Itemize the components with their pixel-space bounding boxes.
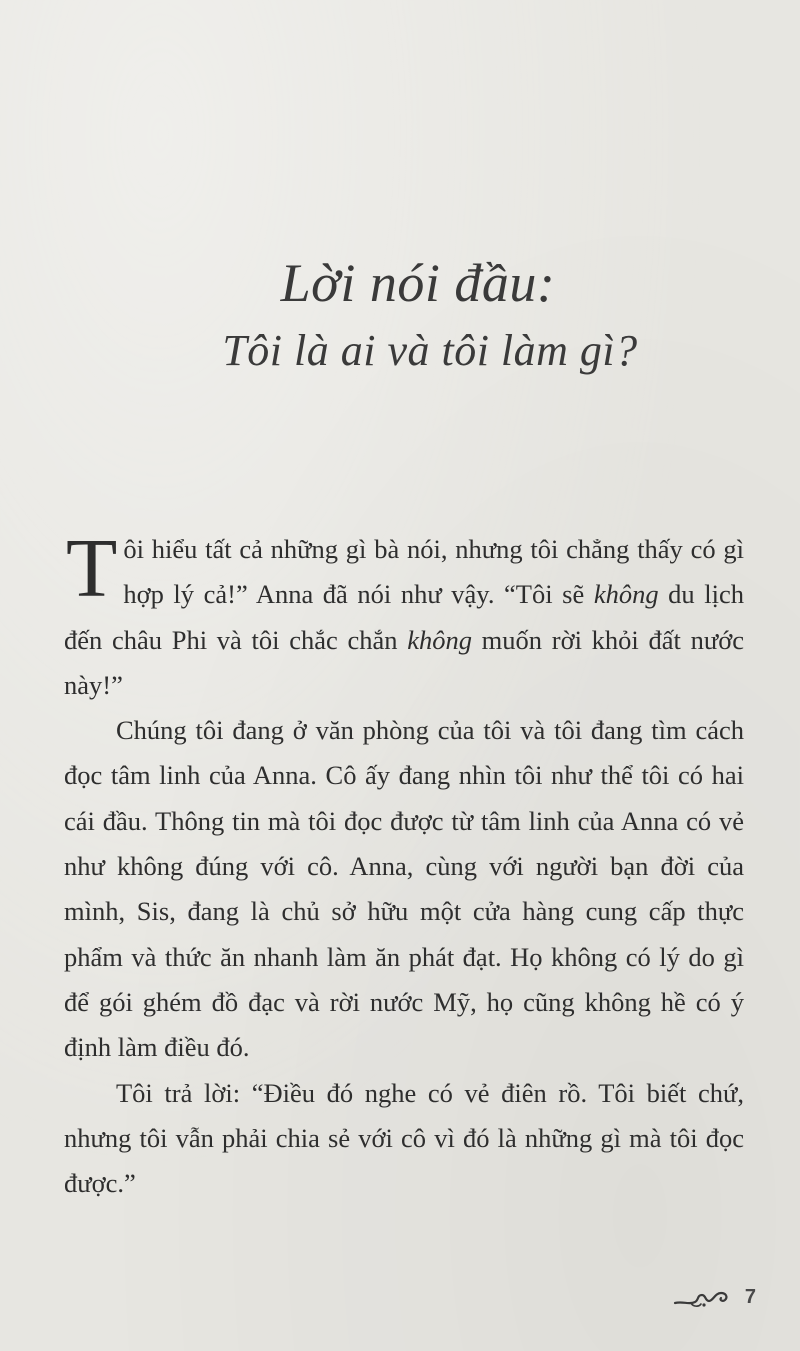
emphasis-khong-1: không <box>593 579 659 610</box>
paragraph-1-start: ôi hiểu tất cả những gì bà nói, nhưng tôi chẳng thấy có gì hợp lý cả!” Anna đã nói như vậy. “Tôi sẽ <box>123 534 744 610</box>
emphasis-khong-2: không <box>407 624 472 655</box>
paragraph-2: Chúng tôi đang ở văn phòng của tôi và tôi đang tìm cách đọc tâm linh của Anna. Cô ấy đang nhìn tôi như thể tôi có hai cái đầu. Thông tin mà tôi đọc được từ tâm linh của Anna có vẻ như không đúng với cô. Anna, cùng với người bạn đời của mình, Sis, đang là chủ sở hữu một cửa hàng cung cấp thực phẩm và thức ăn nhanh làm ăn phát đạt. Họ không có lý do gì để gói ghém đồ đạc và rời nước Mỹ, họ cũng không hề có ý định làm điều đó. <box>64 715 744 1063</box>
flourish-icon <box>673 1287 735 1309</box>
chapter-title-line2: Tôi là ai và tôi làm gì? <box>222 326 638 375</box>
page-footer <box>673 1286 756 1309</box>
paragraph-1-mid: du lịch đến châu Phi và tôi chắc chắn <box>64 579 744 655</box>
paragraph-3: Tôi trả lời: “Điều đó nghe có vẻ điên rồ. Tôi biết chứ, nhưng tôi vẫn phải chia sẻ với cô vì đó là những gì mà tôi đọc được.” <box>64 1077 744 1199</box>
page-number: 7 <box>744 1286 756 1308</box>
drop-cap: T <box>66 522 118 615</box>
chapter-title-line1: Lời nói đầu: <box>280 253 556 313</box>
paragraph-1-end: muốn rời khỏi đất nước này!” <box>64 624 744 700</box>
body-text <box>64 522 744 1206</box>
paragraph-1 <box>64 522 744 708</box>
